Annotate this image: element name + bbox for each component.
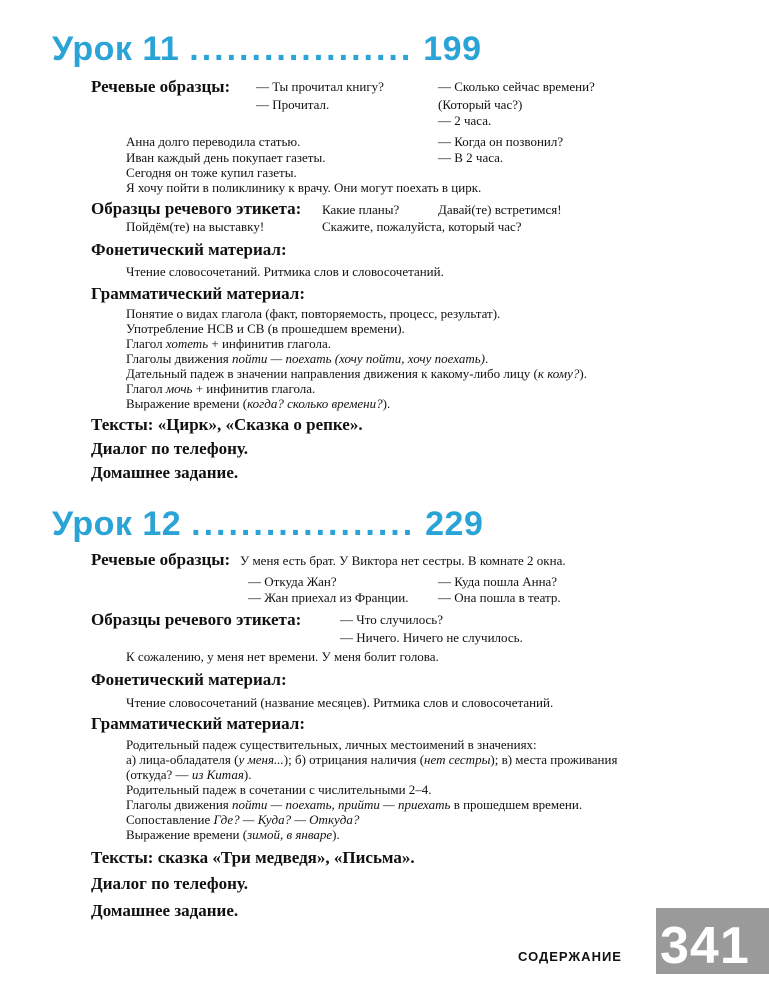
l11-grammar-4: Глаголы движения пойти — поехать (хочу пойти, хочу поехать).	[126, 351, 489, 366]
l12-speech-line: У меня есть брат. У Виктора нет сестры. В комнате 2 окна.	[240, 553, 566, 568]
l11-etiquette-2: Давай(те) встретимся!	[438, 202, 562, 217]
l11-speech-c2-1: — Сколько сейчас времени?	[438, 79, 595, 94]
l12-phonetic-label: Фонетический материал:	[91, 670, 287, 689]
l11-speech-label: Речевые образцы:	[91, 77, 231, 96]
l11-grammar-1: Понятие о видах глагола (факт, повторяемость, процесс, результат).	[126, 306, 501, 321]
l12-phonetic-text: Чтение словосочетаний (название месяцев). Ритмика слов и словосочетаний.	[126, 695, 554, 710]
l11-homework: Домашнее задание.	[91, 463, 239, 482]
l12-grammar-2: а) лица-обладателя (у меня...); б) отрицания наличия (нет сестры); в) места проживания	[126, 752, 618, 767]
l11-grammar-2: Употребление НСВ и СВ (в прошедшем времени).	[126, 321, 405, 336]
l11-sent-c2-2: — В 2 часа.	[438, 150, 504, 165]
lesson-11-page: 199	[423, 30, 482, 68]
l11-speech-c1-2: — Прочитал.	[256, 97, 330, 112]
l11-sentence-3: Сегодня он тоже купил газеты.	[126, 165, 297, 180]
lesson-12-title	[52, 505, 483, 544]
lesson-11-title	[52, 30, 482, 69]
l11-etiquette-4: Скажите, пожалуйста, который час?	[322, 219, 522, 234]
page-number: 341	[660, 917, 750, 975]
l12-etiquette-1: — Что случилось?	[340, 612, 443, 627]
l11-speech-c2-2: (Который час?)	[438, 97, 523, 112]
l12-grammar-5: Глаголы движения пойти — поехать, прийти — приехать в прошедшем времени.	[126, 797, 583, 812]
l11-dialog: Диалог по телефону.	[91, 439, 248, 458]
lesson-12-page: 229	[425, 505, 484, 543]
l12-dialog: Диалог по телефону.	[91, 874, 248, 893]
l12-grammar-1: Родительный падеж существительных, личных местоимений в значениях:	[126, 737, 537, 752]
l11-etiquette-1: Какие планы?	[322, 202, 400, 217]
lesson-12-name: Урок 12	[52, 505, 182, 543]
l11-sent-c2-1: — Когда он позвонил?	[438, 134, 564, 149]
l11-etiquette-3: Пойдём(те) на выставку!	[126, 219, 265, 234]
lesson-11-name: Урок 11	[52, 30, 180, 68]
l12-grammar-6: Сопоставление Где? — Куда? — Откуда?	[126, 812, 360, 827]
l11-speech-c1-1: — Ты прочитал книгу?	[256, 79, 384, 94]
l12-grammar-4: Родительный падеж в сочетании с числительными 2–4.	[126, 782, 432, 797]
l11-grammar-3: Глагол хотеть + инфинитив глагола.	[126, 336, 331, 351]
l12-etiquette-2: — Ничего. Ничего не случилось.	[340, 630, 523, 645]
l11-grammar-5: Дательный падеж в значении направления движения к какому-либо лицу (к кому?).	[126, 366, 587, 381]
l11-grammar-6: Глагол мочь + инфинитив глагола.	[126, 381, 316, 396]
l11-sentence-4: Я хочу пойти в поликлинику к врачу. Они могут поехать в цирк.	[126, 180, 482, 195]
l11-sentence-2: Иван каждый день покупает газеты.	[126, 150, 326, 165]
l12-col2-1: — Куда пошла Анна?	[438, 574, 558, 589]
l12-texts: Тексты: сказка «Три медведя», «Письма».	[91, 848, 415, 867]
l11-etiquette-label: Образцы речевого этикета:	[91, 199, 302, 218]
l11-texts: Тексты: «Цирк», «Сказка о репке».	[91, 415, 363, 434]
footer-section-label: СОДЕРЖАНИЕ	[518, 949, 622, 964]
l12-grammar-label: Грамматический материал:	[91, 714, 305, 733]
l12-col2-2: — Она пошла в театр.	[438, 590, 561, 605]
l11-grammar-7: Выражение времени (когда? сколько времени?).	[126, 396, 391, 411]
lesson-12-leader-dots: ..................	[191, 505, 416, 543]
l12-col1-1: — Откуда Жан?	[248, 574, 337, 589]
l12-homework: Домашнее задание.	[91, 901, 239, 920]
l12-grammar-3: (откуда? — из Китая).	[126, 767, 252, 782]
lesson-11-leader-dots: ..................	[189, 30, 414, 68]
l11-sentence-1: Анна долго переводила статью.	[126, 134, 301, 149]
l12-etiquette-label: Образцы речевого этикета:	[91, 610, 302, 629]
l12-etiquette-line: К сожалению, у меня нет времени. У меня болит голова.	[126, 649, 439, 664]
l12-speech-label: Речевые образцы:	[91, 550, 231, 569]
l11-phonetic-label: Фонетический материал:	[91, 240, 287, 259]
l11-speech-c2-3: — 2 часа.	[438, 113, 492, 128]
l11-grammar-label: Грамматический материал:	[91, 284, 305, 303]
l12-col1-2: — Жан приехал из Франции.	[248, 590, 409, 605]
l12-grammar-7: Выражение времени (зимой, в январе).	[126, 827, 340, 842]
l11-phonetic-text: Чтение словосочетаний. Ритмика слов и словосочетаний.	[126, 264, 444, 279]
